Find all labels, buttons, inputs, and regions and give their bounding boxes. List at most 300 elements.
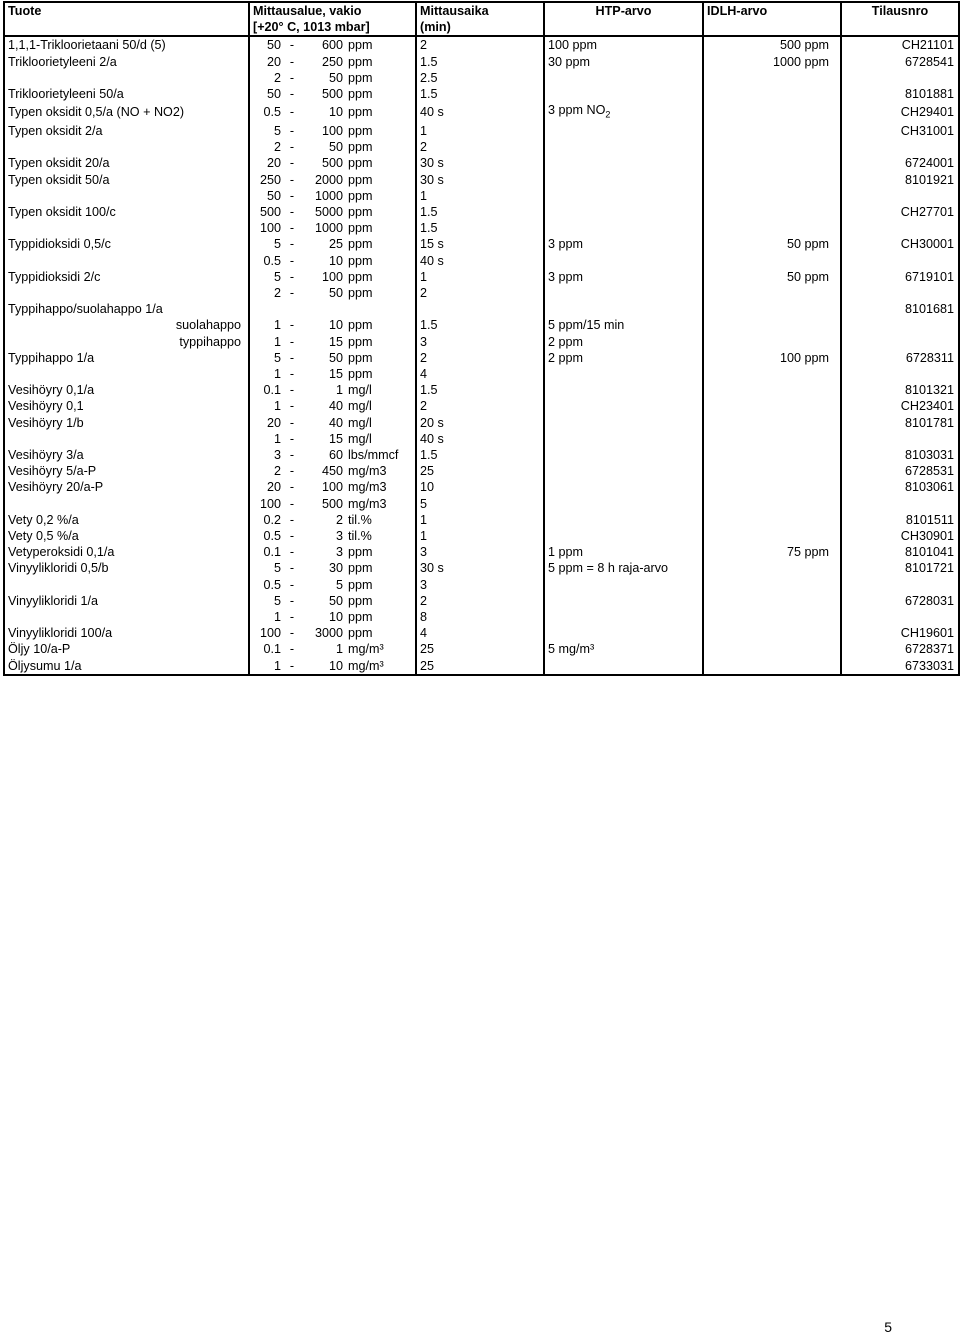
order-number-cell: 8101881	[841, 86, 959, 102]
htp-value: 30 ppm	[548, 54, 591, 69]
range-unit: til.%	[348, 529, 372, 544]
header-range-conditions: [+20° C, 1013 mbar]	[249, 19, 416, 36]
range-high: 500	[321, 156, 343, 171]
range-unit: ppm	[348, 237, 373, 252]
order-number-cell	[841, 431, 959, 447]
range-low: 5	[273, 593, 281, 608]
order-number-cell	[841, 334, 959, 350]
idlh-cell	[703, 577, 841, 593]
range-low: 0.1	[263, 642, 281, 657]
idlh-cell	[703, 54, 841, 70]
header-idlh-cont	[703, 19, 841, 36]
range-low: 100	[259, 496, 281, 511]
time-cell: 1	[416, 269, 544, 285]
htp-cell	[544, 123, 703, 139]
range-low: 1	[273, 366, 281, 381]
table-row	[4, 577, 959, 593]
range-unit: ppm	[348, 626, 373, 641]
time-cell: 2	[416, 398, 544, 414]
order-number-cell	[841, 253, 959, 269]
idlh-cell	[703, 560, 841, 576]
idlh-cell	[703, 188, 841, 204]
range-separator: -	[289, 529, 295, 544]
idlh-cell	[703, 139, 841, 155]
table-row	[4, 625, 959, 641]
range-low: 2	[273, 285, 281, 300]
range-unit: ppm	[348, 156, 373, 171]
range-low: 20	[266, 156, 281, 171]
table-row	[4, 415, 959, 431]
product-component: typpihappo	[179, 334, 241, 349]
header-product-cont	[4, 19, 249, 36]
range-cell	[249, 236, 416, 252]
table-row	[4, 382, 959, 398]
range-cell	[249, 70, 416, 86]
range-separator: -	[289, 140, 295, 155]
htp-cell	[544, 301, 703, 317]
order-number-cell: CH30901	[841, 528, 959, 544]
product-cell: Typpidioksidi 0,5/c	[4, 236, 249, 252]
htp-cell	[544, 317, 703, 333]
order-number-cell: 6728371	[841, 641, 959, 657]
range-cell	[249, 479, 416, 495]
time-cell: 2	[416, 36, 544, 53]
idlh-cell	[703, 70, 841, 86]
idlh-value: 50 ppm	[786, 269, 829, 284]
order-number-cell: 6728031	[841, 593, 959, 609]
product-cell	[4, 70, 249, 86]
order-number-cell	[841, 366, 959, 382]
htp-cell	[544, 220, 703, 236]
range-unit: ppm	[348, 221, 373, 236]
range-high: 5	[335, 577, 343, 592]
order-number-cell: 6719101	[841, 269, 959, 285]
htp-cell	[544, 285, 703, 301]
range-unit: ppm	[348, 105, 373, 120]
idlh-cell	[703, 204, 841, 220]
table-row	[4, 431, 959, 447]
time-cell: 2	[416, 285, 544, 301]
time-cell: 10	[416, 479, 544, 495]
range-low: 2	[273, 70, 281, 85]
range-separator: -	[289, 366, 295, 381]
table-row	[4, 463, 959, 479]
order-number-cell: 6724001	[841, 155, 959, 171]
table-row	[4, 528, 959, 544]
range-unit: ppm	[348, 545, 373, 560]
idlh-value: 75 ppm	[786, 545, 829, 560]
time-cell: 40 s	[416, 253, 544, 269]
time-cell: 1.5	[416, 317, 544, 333]
range-cell	[249, 431, 416, 447]
product-cell	[4, 577, 249, 593]
product-cell: Vesihöyry 20/a-P	[4, 479, 249, 495]
product-cell	[4, 334, 249, 350]
range-cell	[249, 253, 416, 269]
range-separator: -	[289, 480, 295, 495]
range-cell	[249, 334, 416, 350]
range-low: 2	[273, 140, 281, 155]
table-row	[4, 658, 959, 675]
range-high: 500	[321, 87, 343, 102]
product-cell: Trikloorietyleeni 50/a	[4, 86, 249, 102]
time-cell: 20 s	[416, 415, 544, 431]
htp-cell	[544, 479, 703, 495]
order-number-cell: 8101511	[841, 512, 959, 528]
table-row	[4, 155, 959, 171]
range-high: 2000	[314, 172, 343, 187]
range-unit: mg/m3	[348, 480, 387, 495]
idlh-cell	[703, 317, 841, 333]
range-cell	[249, 54, 416, 70]
table-row	[4, 236, 959, 252]
table-row	[4, 447, 959, 463]
product-cell: Vetyperoksidi 0,1/a	[4, 544, 249, 560]
range-separator: -	[289, 431, 295, 446]
order-number-cell: CH31001	[841, 123, 959, 139]
range-low: 5	[273, 269, 281, 284]
product-cell	[4, 188, 249, 204]
table-row	[4, 86, 959, 102]
range-separator: -	[289, 38, 295, 53]
range-cell	[249, 86, 416, 102]
htp-cell	[544, 512, 703, 528]
product-component: suolahappo	[175, 318, 241, 333]
range-cell	[249, 577, 416, 593]
idlh-cell	[703, 102, 841, 123]
idlh-cell	[703, 496, 841, 512]
time-cell: 1.5	[416, 382, 544, 398]
idlh-cell	[703, 123, 841, 139]
time-cell: 2	[416, 593, 544, 609]
htp-value: 5 ppm/15 min	[548, 318, 625, 333]
range-cell	[249, 139, 416, 155]
product-cell	[4, 285, 249, 301]
product-cell	[4, 253, 249, 269]
time-cell: 4	[416, 366, 544, 382]
range-separator: -	[289, 448, 295, 462]
range-low: 1	[273, 658, 281, 673]
range-cell	[249, 560, 416, 576]
range-high: 40	[328, 415, 343, 430]
range-unit: mg/m3	[348, 464, 387, 479]
range-cell	[249, 593, 416, 609]
range-low: 5	[273, 123, 281, 138]
order-number-cell: 8101681	[841, 301, 959, 317]
order-number-cell	[841, 496, 959, 512]
htp-cell	[544, 609, 703, 625]
idlh-cell	[703, 415, 841, 431]
range-low: 1	[273, 399, 281, 414]
product-cell: Vinyylikloridi 100/a	[4, 625, 249, 641]
range-unit: ppm	[348, 593, 373, 608]
range-low: 0.5	[263, 577, 281, 592]
range-separator: -	[289, 512, 295, 527]
range-high: 15	[328, 366, 343, 381]
order-number-cell: 8101321	[841, 382, 959, 398]
range-separator: -	[289, 221, 295, 236]
htp-cell	[544, 334, 703, 350]
range-low: 2	[273, 464, 281, 479]
range-cell	[249, 36, 416, 53]
idlh-cell	[703, 463, 841, 479]
htp-cell	[544, 36, 703, 53]
htp-value: 5 mg/m³	[548, 642, 595, 657]
htp-cell	[544, 382, 703, 398]
htp-cell	[544, 204, 703, 220]
range-low: 5	[273, 561, 281, 576]
range-separator: -	[289, 561, 295, 576]
range-low: 20	[266, 54, 281, 69]
table-row	[4, 317, 959, 333]
range-cell	[249, 512, 416, 528]
range-unit: mg/l	[348, 415, 372, 430]
range-unit: ppm	[348, 188, 373, 203]
range-low: 1	[273, 610, 281, 625]
range-separator: -	[289, 415, 295, 430]
product-cell: 1,1,1-Trikloorietaani 50/d (5)	[4, 36, 249, 53]
htp-cell	[544, 253, 703, 269]
order-number-cell: 6733031	[841, 658, 959, 675]
table-row	[4, 139, 959, 155]
range-low: 1	[273, 318, 281, 333]
range-cell	[249, 188, 416, 204]
range-high: 2	[335, 512, 343, 527]
htp-subscript: 2	[605, 109, 611, 120]
htp-value: 2 ppm	[548, 334, 584, 349]
range-high: 1	[335, 642, 343, 657]
range-high: 100	[321, 269, 343, 284]
order-number-cell: 8101781	[841, 415, 959, 431]
idlh-cell	[703, 398, 841, 414]
range-separator: -	[289, 204, 295, 219]
table-row	[4, 366, 959, 382]
range-low: 3	[273, 448, 281, 462]
product-cell: Vety 0,5 %/a	[4, 528, 249, 544]
idlh-cell	[703, 382, 841, 398]
range-unit: ppm	[348, 87, 373, 102]
product-cell: Vesihöyry 0,1	[4, 398, 249, 414]
table-row	[4, 204, 959, 220]
time-cell: 5	[416, 496, 544, 512]
range-unit: ppm	[348, 70, 373, 85]
range-low: 5	[273, 350, 281, 365]
htp-cell	[544, 560, 703, 576]
order-number-cell: CH30001	[841, 236, 959, 252]
order-number-cell: 8101041	[841, 544, 959, 560]
time-cell: 4	[416, 625, 544, 641]
idlh-cell	[703, 609, 841, 625]
range-separator: -	[289, 70, 295, 85]
htp-cell	[544, 70, 703, 86]
range-unit: ppm	[348, 366, 373, 381]
time-cell: 30 s	[416, 172, 544, 188]
range-cell	[249, 123, 416, 139]
idlh-cell	[703, 593, 841, 609]
time-cell: 1	[416, 528, 544, 544]
product-cell	[4, 220, 249, 236]
order-number-cell: 6728531	[841, 463, 959, 479]
product-cell: Vesihöyry 3/a	[4, 447, 249, 463]
idlh-value: 1000 ppm	[772, 54, 829, 69]
range-separator: -	[289, 156, 295, 171]
product-cell: Typen oksidit 50/a	[4, 172, 249, 188]
range-unit: ppm	[348, 318, 373, 333]
htp-cell	[544, 236, 703, 252]
table-row	[4, 350, 959, 366]
range-high: 50	[328, 70, 343, 85]
range-separator: -	[289, 54, 295, 69]
range-unit: mg/m³	[348, 658, 384, 673]
range-cell	[249, 220, 416, 236]
header-range: Mittausalue, vakio	[249, 2, 416, 19]
header-htp-cont	[544, 19, 703, 36]
header-product: Tuote	[4, 2, 249, 19]
range-high: 30	[328, 561, 343, 576]
range-separator: -	[289, 269, 295, 284]
range-high: 600	[321, 38, 343, 53]
range-unit: ppm	[348, 204, 373, 219]
range-unit: ppm	[348, 577, 373, 592]
header-time-unit: (min)	[416, 19, 544, 36]
range-high: 450	[321, 464, 343, 479]
htp-cell	[544, 593, 703, 609]
range-high: 15	[328, 334, 343, 349]
range-high: 25	[328, 237, 343, 252]
htp-cell	[544, 431, 703, 447]
idlh-cell	[703, 172, 841, 188]
idlh-cell	[703, 334, 841, 350]
idlh-cell	[703, 447, 841, 463]
range-cell	[249, 609, 416, 625]
range-cell	[249, 301, 416, 317]
range-low: 500	[259, 204, 281, 219]
range-low: 5	[273, 237, 281, 252]
range-high: 5000	[314, 204, 343, 219]
range-cell	[249, 415, 416, 431]
range-separator: -	[289, 593, 295, 608]
time-cell: 40 s	[416, 102, 544, 123]
htp-cell	[544, 102, 703, 123]
range-high: 1000	[314, 188, 343, 203]
htp-value: 3 ppm NO	[548, 103, 606, 118]
range-unit: mg/l	[348, 431, 372, 446]
range-separator: -	[289, 464, 295, 479]
range-separator: -	[289, 285, 295, 300]
range-unit: mg/l	[348, 383, 372, 398]
header-htp: HTP-arvo	[544, 2, 703, 19]
range-cell	[249, 155, 416, 171]
time-cell: 25	[416, 641, 544, 657]
idlh-cell	[703, 350, 841, 366]
time-cell: 2	[416, 139, 544, 155]
table-row	[4, 609, 959, 625]
header-idlh: IDLH-arvo	[703, 2, 841, 19]
time-cell: 1.5	[416, 220, 544, 236]
idlh-value: 50 ppm	[786, 237, 829, 252]
order-number-cell	[841, 609, 959, 625]
range-cell	[249, 269, 416, 285]
range-separator: -	[289, 658, 295, 673]
range-cell	[249, 544, 416, 560]
order-number-cell	[841, 188, 959, 204]
idlh-cell	[703, 285, 841, 301]
htp-cell	[544, 366, 703, 382]
range-separator: -	[289, 545, 295, 560]
range-unit: ppm	[348, 334, 373, 349]
order-number-cell: 8103061	[841, 479, 959, 495]
product-cell	[4, 139, 249, 155]
range-low: 100	[259, 626, 281, 641]
time-cell: 1.5	[416, 447, 544, 463]
htp-cell	[544, 415, 703, 431]
range-separator: -	[289, 383, 295, 398]
htp-cell	[544, 139, 703, 155]
time-cell: 1.5	[416, 54, 544, 70]
header-order: Tilausnro	[841, 2, 959, 19]
range-high: 250	[321, 54, 343, 69]
order-number-cell	[841, 285, 959, 301]
htp-cell	[544, 625, 703, 641]
range-low: 1	[273, 431, 281, 446]
time-cell: 8	[416, 609, 544, 625]
idlh-cell	[703, 253, 841, 269]
order-number-cell: 6728541	[841, 54, 959, 70]
range-unit: mg/m³	[348, 642, 384, 657]
htp-cell	[544, 350, 703, 366]
order-number-cell: CH19601	[841, 625, 959, 641]
table-row	[4, 512, 959, 528]
range-separator: -	[289, 105, 295, 120]
htp-cell	[544, 398, 703, 414]
idlh-cell	[703, 366, 841, 382]
range-unit: mg/l	[348, 399, 372, 414]
range-cell	[249, 102, 416, 123]
table-row	[4, 496, 959, 512]
idlh-cell	[703, 512, 841, 528]
table-row	[4, 479, 959, 495]
range-unit: ppm	[348, 54, 373, 69]
range-unit: ppm	[348, 253, 373, 268]
product-cell: Trikloorietyleeni 2/a	[4, 54, 249, 70]
order-number-cell: CH27701	[841, 204, 959, 220]
range-low: 20	[266, 415, 281, 430]
range-cell	[249, 317, 416, 333]
time-cell: 1	[416, 123, 544, 139]
range-unit: lbs/mmcf	[348, 448, 399, 462]
htp-value: 3 ppm	[548, 237, 584, 252]
idlh-cell	[703, 479, 841, 495]
range-separator: -	[289, 577, 295, 592]
product-cell: Typen oksidit 20/a	[4, 155, 249, 171]
range-high: 3	[335, 529, 343, 544]
time-cell: 15 s	[416, 236, 544, 252]
header-time: Mittausaika	[416, 2, 544, 19]
time-cell: 3	[416, 577, 544, 593]
idlh-cell	[703, 658, 841, 675]
idlh-value: 500 ppm	[779, 38, 829, 53]
range-low: 100	[259, 221, 281, 236]
range-low: 0.1	[263, 383, 281, 398]
range-low: 0.2	[263, 512, 281, 527]
idlh-cell	[703, 528, 841, 544]
table-row	[4, 593, 959, 609]
htp-cell	[544, 528, 703, 544]
htp-cell	[544, 496, 703, 512]
time-cell: 1.5	[416, 86, 544, 102]
time-cell: 1	[416, 188, 544, 204]
header-order-cont	[841, 19, 959, 36]
